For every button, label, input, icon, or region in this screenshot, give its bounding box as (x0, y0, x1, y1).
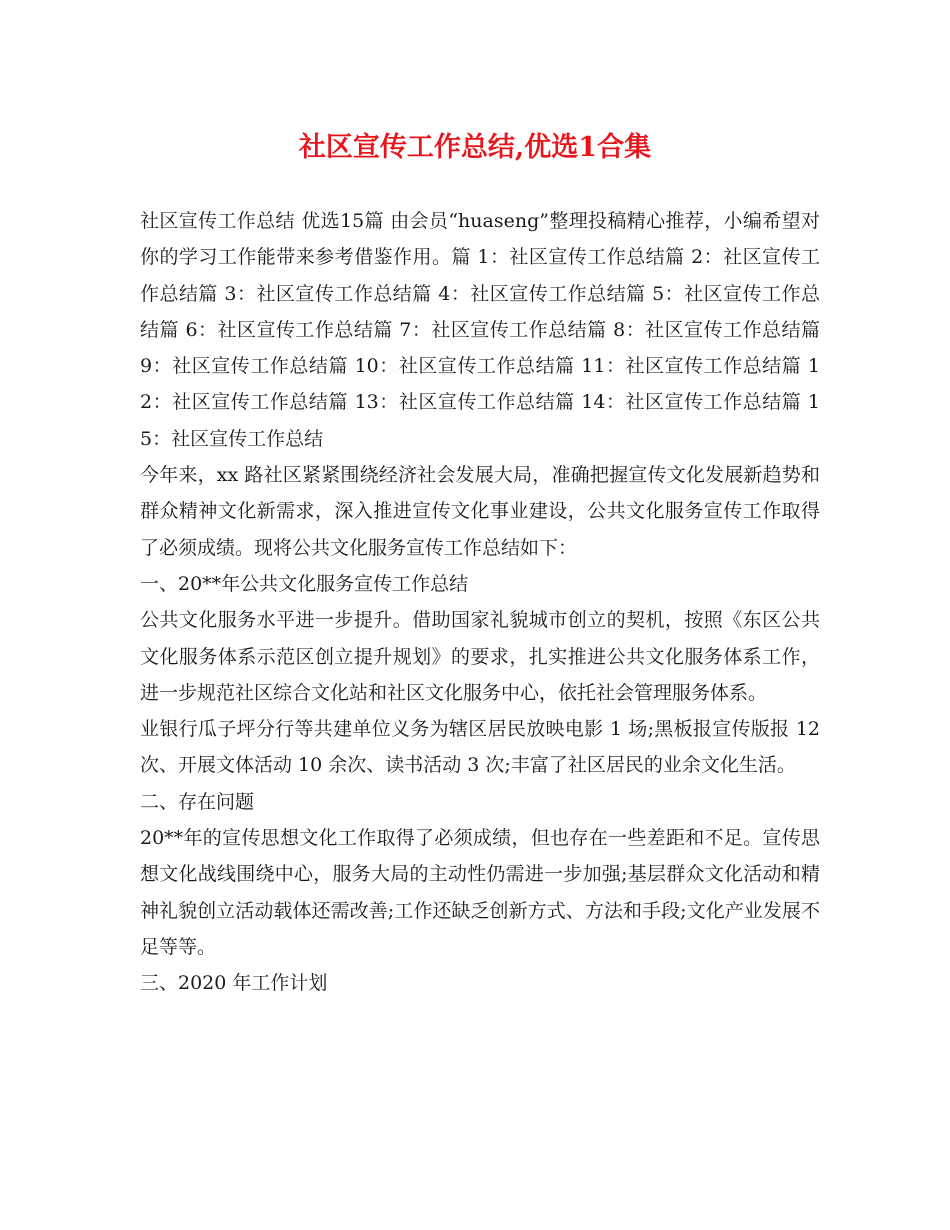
document-title: 社区宣传工作总结,优选1合集 (298, 132, 652, 163)
section-heading-plan: 三、2020 年工作计划 (140, 972, 328, 995)
activities-paragraph: 业银行瓜子坪分行等共建单位义务为辖区居民放映电影 1 场;黑板报宣传版报 12 次、开展文体活动 10 余次、读书活动 3 次;丰富了社区居民的业余文化生活。 (140, 718, 820, 777)
problems-paragraph: 20**年的宣传思想文化工作取得了必须成绩，但也存在一些差距和不足。宣传思想文化战线围绕中心，服务大局的主动性仍需进一步加强;基层群众文化活动和精神礼貌创立活动载体还需改善;工作还缺乏创新方式、方法和手段;文化产业发展不足等等。 (140, 827, 820, 958)
document-body (140, 203, 820, 1002)
public-service-paragraph: 公共文化服务水平进一步提升。借助国家礼貌城市创立的契机，按照《东区公共文化服务体系示范区创立提升规划》的要求，扎实推进公共文化服务体系工作，进一步规范社区综合文化站和社区文化服务中心，依托社会管理服务体系。 (140, 609, 820, 704)
section-heading-problems: 二、存在问题 (140, 790, 255, 813)
intro-paragraph: 社区宣传工作总结 优选15篇 由会员“huaseng”整理投稿精心推荐，小编希望对你的学习工作能带来参考借鉴作用。篇 1：社区宣传工作总结篇 2：社区宣传工作总结篇 3：社区宣传工作总结篇 4：社区宣传工作总结篇 5：社区宣传工作总结篇 6：社区宣传工作总结篇 7：社区宣传工作总结篇 8：社区宣传工作总结篇 9：社区宣传工作总结篇 10：社区宣传工作总结篇 11：社区宣传工作总结篇 12：社区宣传工作总结篇 13：社区宣传工作总结篇 14：社区宣传工作总结篇 15：社区宣传工作总结 (140, 210, 820, 450)
overview-paragraph: 今年来，xx 路社区紧紧围绕经济社会发展大局，准确把握宣传文化发展新趋势和群众精神文化新需求，深入推进宣传文化事业建设，公共文化服务宣传工作取得了必须成绩。现将公共文化服务宣传工作总结如下： (140, 464, 820, 559)
section-heading-summary: 一、20**年公共文化服务宣传工作总结 (140, 572, 469, 595)
